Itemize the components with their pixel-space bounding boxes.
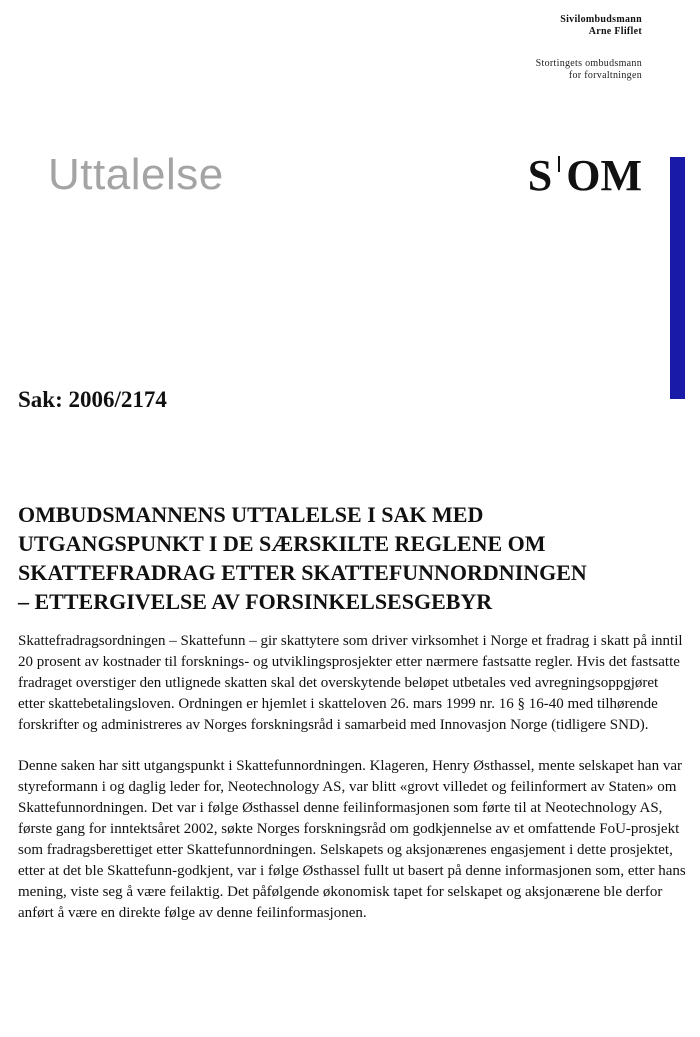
header-office-info xyxy=(536,14,642,82)
institution-line-2: for forvaltningen xyxy=(568,70,642,81)
ombudsman-block xyxy=(536,14,642,38)
title-line: SKATTEFRADRAG ETTER SKATTEFUNNORDNINGEN xyxy=(18,560,587,585)
case-number: Sak: 2006/2174 xyxy=(18,387,167,412)
office-title: Sivilombudsmann xyxy=(560,14,642,25)
logo-letters-om: OM xyxy=(566,151,642,200)
institution-line-1: Stortingets ombudsmann xyxy=(535,58,642,69)
logo-letter-s: S xyxy=(527,151,553,200)
paragraph: Skattefradragsordningen – Skattefunn – gir skattytere som driver virksomhet i Norge et fradrag i skatt på inntil 20 prosent av kostnader til forsknings- og utviklingsprosjekter etter nærmere fastsatte regler. Hvis det fastsatte fradraget overstiger den utlignede skatten skal det overskytende beløpet utbetales ved avregningsoppgjøret etter skattebetalingsloven. Ordningen er hjemlet i skatteloven 26. mars 1999 nr. 16 § 16-40 med tilhørende forskrifter og administreres av Norges forskningsråd i samarbeid med Innovasjon Norge (tidligere SND). xyxy=(18,633,683,733)
title-line: UTGANGSPUNKT I DE SÆRSKILTE REGLENE OM xyxy=(18,531,546,556)
institution-block xyxy=(536,58,642,82)
ombudsman-name: Arne Fliflet xyxy=(588,26,642,37)
title-line: OMBUDSMANNENS UTTALELSE I SAK MED xyxy=(18,502,484,527)
som-logo xyxy=(528,150,642,201)
title-line: – ETTERGIVELSE AV FORSINKELSESGEBYR xyxy=(18,589,493,614)
document-type-heading: Uttalelse xyxy=(48,150,224,199)
paragraph: Denne saken har sitt utgangspunkt i Skattefunnordningen. Klageren, Henry Østhassel, mente selskapet han var styreformann i og daglig leder for, Neotechnology AS, var blitt «grovt villedet og feilinformert av Staten» om Skattefunnordningen. Det var i følge Østhassel denne feilinformasjonen som førte til at Neotechnology AS, første gang for inntektsåret 2002, søkte Norges forskningsråd om godkjennelse av et omfattende FoU-prosjekt som fradragsberettiget etter Skattefunnordningen. Selskapets og aksjonærenes engasjement i dette prosjektet, etter at det ble Skattefunn-godkjent, var i følge Østhassel fullt ut basert på denne informasjonen som, etter hans mening, viste seg å være feilaktig. Det påfølgende økonomisk tapet for selskapet og aksjonærene ble derfor anført å være en direkte følge av denne feilinformasjonen. xyxy=(18,758,686,921)
accent-bar xyxy=(670,157,685,399)
document-title xyxy=(18,500,682,616)
logo-separator xyxy=(558,156,560,172)
body-text xyxy=(18,631,686,944)
